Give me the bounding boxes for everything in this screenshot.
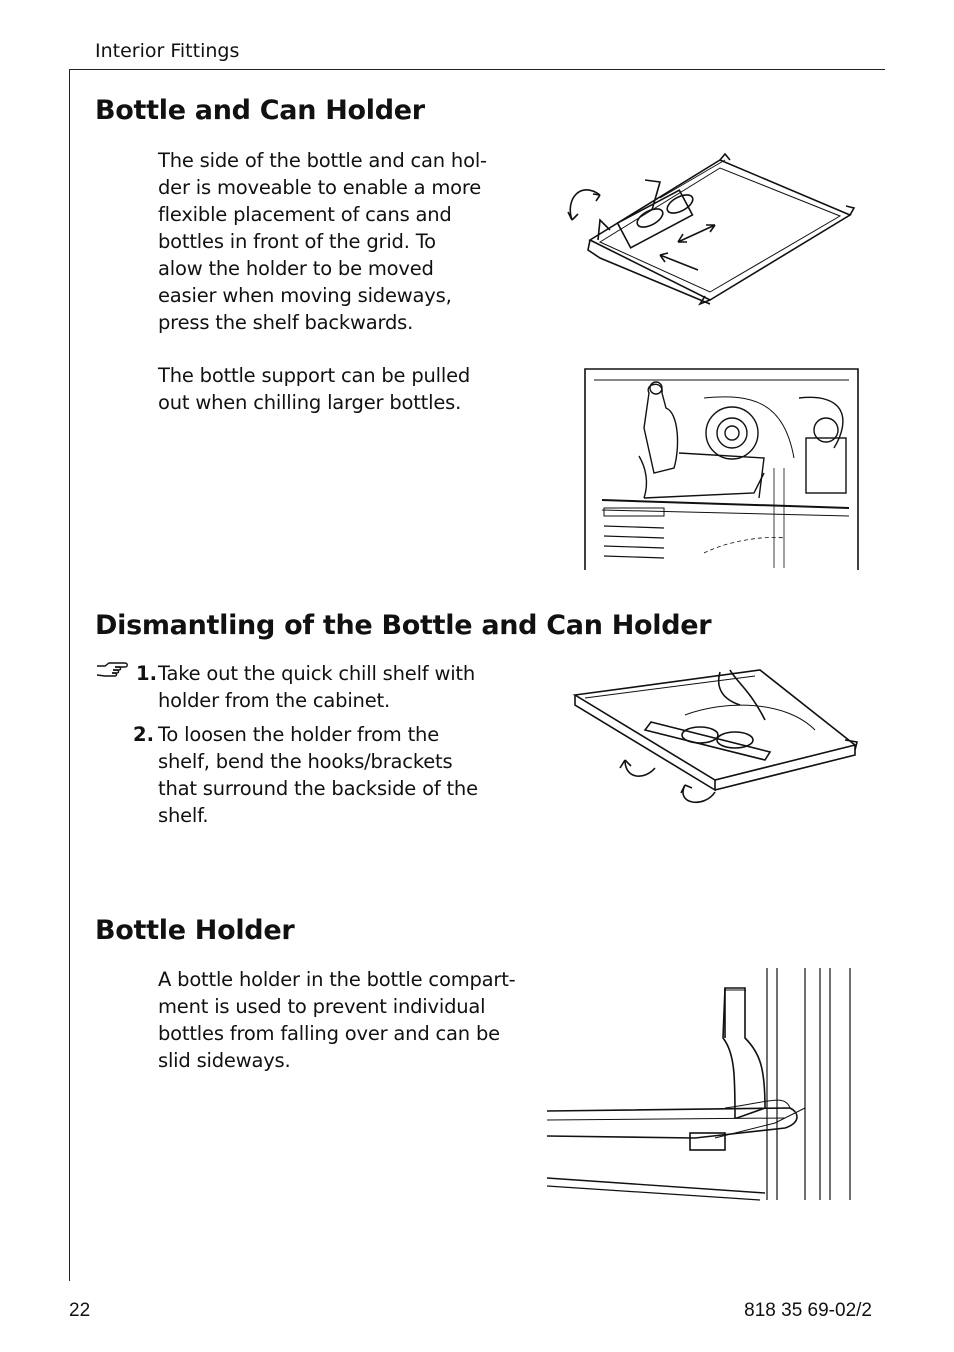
text-line: Take out the quick chill shelf with — [158, 662, 476, 685]
pointing-hand-icon — [95, 660, 129, 680]
text-line: alow the holder to be moved — [158, 257, 434, 280]
step-number-2: 2. — [133, 723, 154, 746]
running-head: Interior Fittings — [95, 40, 240, 62]
text-line: shelf, bend the hooks/brackets — [158, 750, 453, 773]
step-1-text — [158, 660, 518, 714]
bottle-can-paragraph-1 — [158, 147, 487, 336]
bottle-holder-paragraph — [158, 966, 516, 1074]
text-line: out when chilling larger bottles. — [158, 391, 462, 414]
text-line: bottles in front of the grid. To — [158, 230, 436, 253]
bottle-can-paragraph-2 — [158, 362, 470, 416]
text-line: der is moveable to enable a more — [158, 176, 482, 199]
cabinet-interior-illustration — [584, 368, 859, 570]
text-line: press the shelf backwards. — [158, 311, 414, 334]
margin-rule — [69, 69, 70, 1281]
text-line: shelf. — [158, 804, 209, 827]
text-line: The bottle support can be pulled — [158, 364, 471, 387]
shelf-brackets-illustration — [565, 660, 865, 810]
step-2-text — [158, 721, 518, 829]
shelf-with-holder-illustration — [560, 150, 860, 310]
text-line: To loosen the holder from the — [158, 723, 439, 746]
section-title-bottle-holder: Bottle Holder — [95, 915, 295, 946]
page-number: 22 — [69, 1300, 91, 1321]
step-number-1: 1. — [136, 662, 157, 685]
header-rule — [69, 69, 885, 70]
document-code: 818 35 69-02/2 — [744, 1300, 872, 1321]
text-line: The side of the bottle and can hol- — [158, 149, 487, 172]
text-line: slid sideways. — [158, 1049, 291, 1072]
text-line: flexible placement of cans and — [158, 203, 452, 226]
text-line: ment is used to prevent individual — [158, 995, 486, 1018]
text-line: holder from the cabinet. — [158, 689, 390, 712]
text-line: that surround the backside of the — [158, 777, 478, 800]
bottle-holder-illustration — [545, 968, 855, 1204]
text-line: easier when moving sideways, — [158, 284, 452, 307]
section-title-dismantling: Dismantling of the Bottle and Can Holder — [95, 610, 712, 641]
section-title-bottle-can-holder: Bottle and Can Holder — [95, 95, 425, 126]
text-line: A bottle holder in the bottle compart- — [158, 968, 516, 991]
text-line: bottles from falling over and can be — [158, 1022, 500, 1045]
